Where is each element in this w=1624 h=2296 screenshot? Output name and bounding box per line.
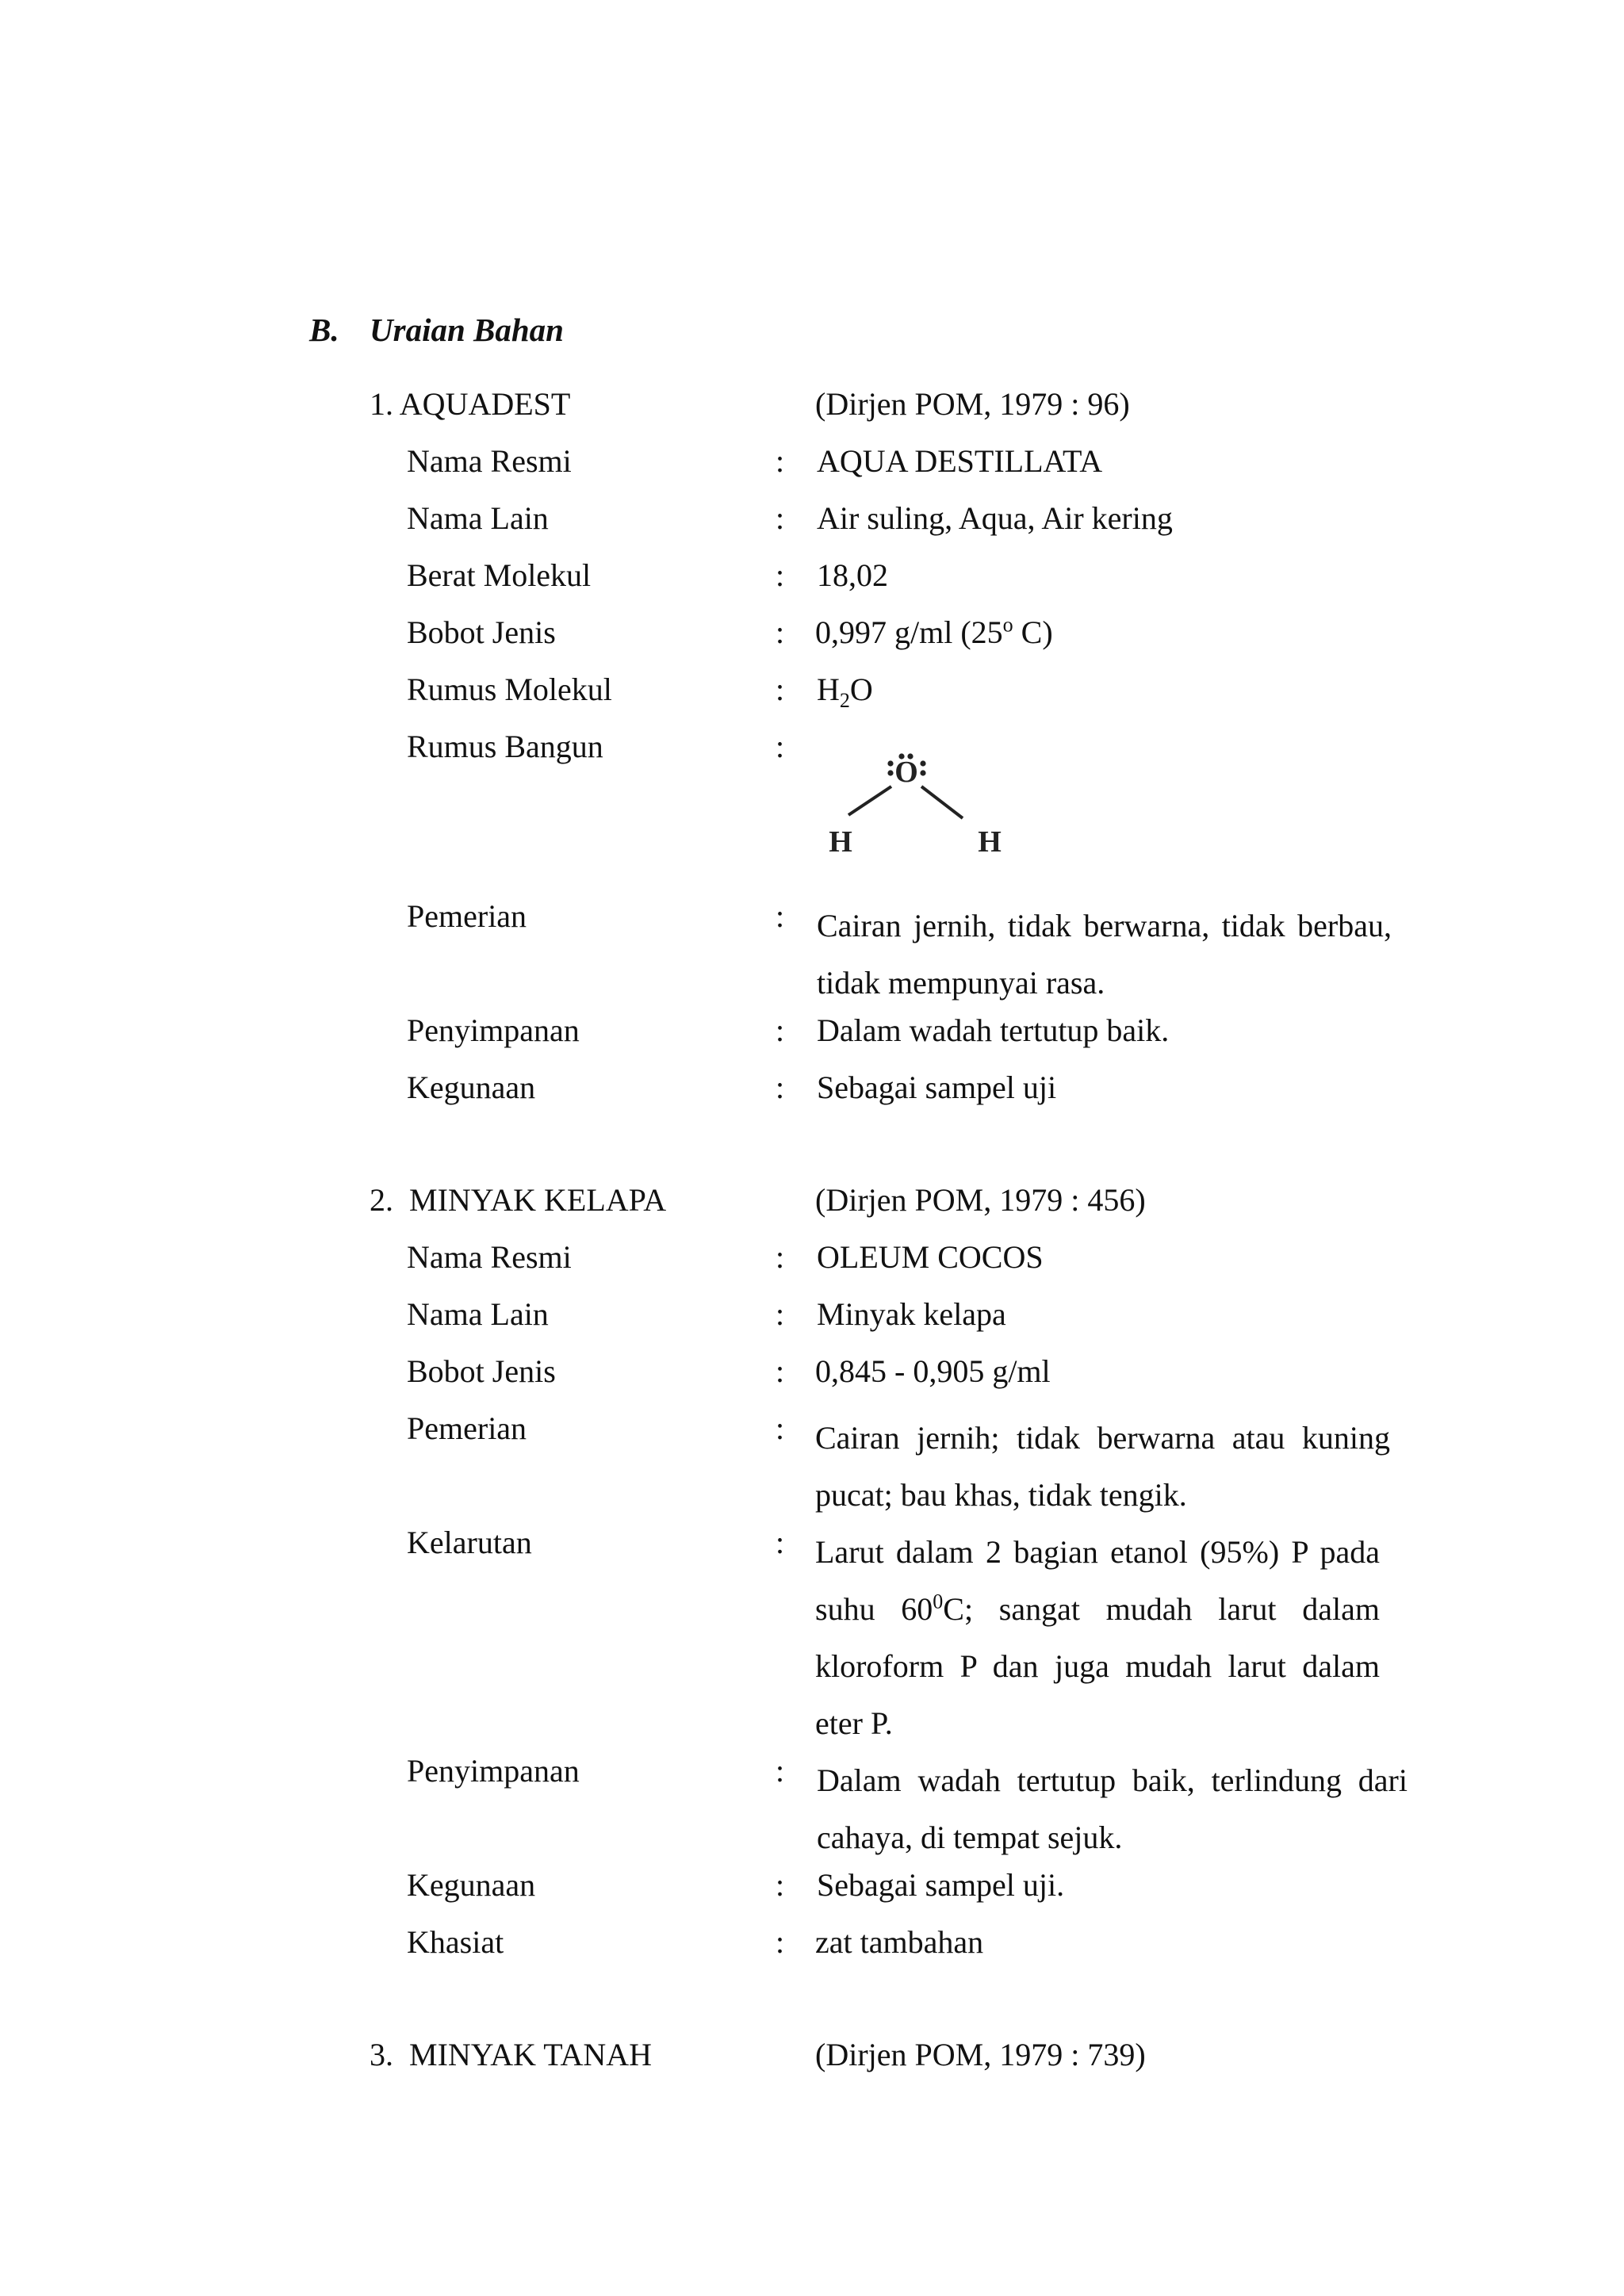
- separator-colon: :: [776, 1924, 785, 1960]
- item-3-title: [370, 2036, 652, 2074]
- separator-colon: :: [776, 557, 785, 593]
- item-2-khasiat-value: zat tambahan: [815, 1924, 984, 1960]
- separator-colon: :: [776, 729, 785, 764]
- item-2-kelarutan-value: Larut dalam 2 bagian etanol (95%) P pada suhu $60^0C$; sangat mudah larut dalam kloroform P dan juga mudah larut dalam eter P.: [815, 1534, 1380, 1741]
- item-2-nama-lain-value: Minyak kelapa: [817, 1296, 1006, 1332]
- separator-colon: :: [776, 672, 785, 707]
- item-1-kegunaan-value: Sebagai sampel uji: [817, 1070, 1057, 1105]
- item-1-title: [370, 385, 570, 423]
- hydrogen-atom-right: H: [978, 825, 1002, 856]
- separator-colon: :: [776, 1012, 785, 1048]
- item-2-source: (Dirjen POM, 1979 : 456): [815, 1182, 1146, 1218]
- item-2-kelarutan-label: Kelarutan: [407, 1525, 532, 1560]
- item-1-berat-molekul-label: Berat Molekul: [407, 557, 592, 593]
- separator-colon: :: [776, 1070, 785, 1105]
- item-1-bobot-jenis-label: Bobot Jenis: [407, 614, 556, 650]
- item-2-pemerian-label: Pemerian: [407, 1410, 527, 1446]
- item-1-nama-lain-value: Air suling, Aqua, Air kering: [817, 500, 1173, 536]
- section-letter: B.: [309, 312, 339, 348]
- hydrogen-atom-left: H: [829, 825, 852, 856]
- item-1-pemerian-label: Pemerian: [407, 898, 527, 934]
- item-1-rumus-molekul-value: $H_2O$: [817, 672, 873, 712]
- item-1-kegunaan-label: Kegunaan: [407, 1070, 536, 1105]
- separator-colon: :: [776, 898, 785, 934]
- item-1-name: AQUADEST: [399, 386, 571, 422]
- item-2-nama-lain-label: Nama Lain: [407, 1296, 549, 1332]
- item-1-bobot-jenis-value: 0,997 g/ml (25$^o$ C): [815, 613, 1053, 650]
- separator-colon: :: [776, 1525, 785, 1560]
- item-1-nama-resmi-value: AQUA DESTILLATA: [817, 443, 1103, 479]
- item-1-berat-molekul-value: 18,02: [817, 557, 888, 593]
- item-2-kegunaan-label: Kegunaan: [407, 1867, 536, 1903]
- item-1-pemerian-value: Cairan jernih, tidak berwarna, tidak berbau, tidak mempunyai rasa.: [817, 908, 1392, 1001]
- item-1-rumus-bangun-label: Rumus Bangun: [407, 729, 603, 764]
- item-2-khasiat-label: Khasiat: [407, 1924, 504, 1960]
- item-1-penyimpanan-value: Dalam wadah tertutup baik.: [817, 1012, 1170, 1048]
- item-2-penyimpanan-label: Penyimpanan: [407, 1753, 580, 1789]
- o-h-bond-left: [848, 786, 891, 815]
- item-1-source: (Dirjen POM, 1979 : 96): [815, 386, 1130, 422]
- oxygen-atom: O: [894, 756, 918, 789]
- separator-colon: :: [776, 1353, 785, 1389]
- item-1-nama-resmi-label: Nama Resmi: [407, 443, 572, 479]
- separator-colon: :: [776, 1296, 785, 1332]
- separator-colon: :: [776, 1867, 785, 1903]
- item-2-number: 2.: [370, 1182, 393, 1218]
- item-1-nama-lain-label: Nama Lain: [407, 500, 549, 536]
- separator-colon: :: [776, 614, 785, 650]
- item-3-number: 3.: [370, 2037, 393, 2072]
- item-2-name: MINYAK KELAPA: [409, 1182, 667, 1218]
- item-3-name: MINYAK TANAH: [409, 2037, 653, 2072]
- item-2-kegunaan-value: Sebagai sampel uji.: [817, 1867, 1065, 1903]
- item-2-penyimpanan-value: Dalam wadah tertutup baik, terlindung dari cahaya, di tempat sejuk.: [817, 1762, 1408, 1855]
- item-2-bobot-jenis-label: Bobot Jenis: [407, 1353, 556, 1389]
- separator-colon: :: [776, 443, 785, 479]
- item-2-nama-resmi-label: Nama Resmi: [407, 1239, 572, 1275]
- separator-colon: :: [776, 1239, 785, 1275]
- item-3-source: (Dirjen POM, 1979 : 739): [815, 2037, 1146, 2072]
- water-structure-diagram: [817, 745, 1023, 856]
- item-1-penyimpanan-label: Penyimpanan: [407, 1012, 580, 1048]
- separator-colon: :: [776, 500, 785, 536]
- lone-pair-dot: [887, 760, 893, 766]
- lone-pair-dot: [887, 770, 893, 775]
- item-1-rumus-molekul-label: Rumus Molekul: [407, 672, 612, 707]
- section-heading: [309, 311, 564, 349]
- section-title: Uraian Bahan: [370, 312, 564, 348]
- item-2-bobot-jenis-value: 0,845 - 0,905 g/ml: [815, 1353, 1051, 1389]
- item-2-title: [370, 1181, 666, 1219]
- lone-pair-dot: [920, 760, 925, 766]
- item-1-number: 1.: [370, 386, 393, 422]
- o-h-bond-right: [921, 786, 963, 818]
- item-2-pemerian-value: Cairan jernih; tidak berwarna atau kuning pucat; bau khas, tidak tengik.: [815, 1420, 1390, 1513]
- separator-colon: :: [776, 1410, 785, 1446]
- lone-pair-dot: [920, 770, 925, 775]
- separator-colon: :: [776, 1753, 785, 1789]
- item-2-nama-resmi-value: OLEUM COCOS: [817, 1239, 1044, 1275]
